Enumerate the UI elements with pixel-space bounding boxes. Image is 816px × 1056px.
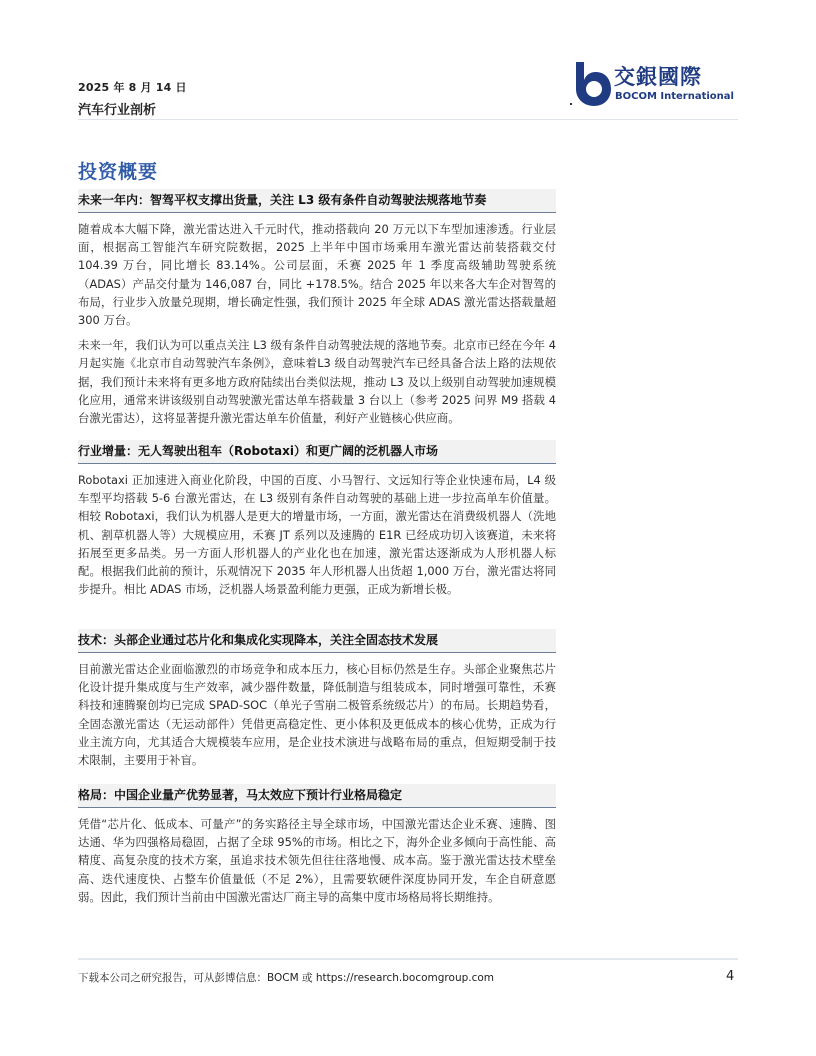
bocom-logo-icon [570, 58, 614, 108]
paragraph: 未来一年，我们认为可以重点关注 L3 级有条件自动驾驶法规的落地节奏。北京市已经在今年 4 月起实施《北京市自动驾驶汽车条例》，意味着L3 级自动驾驶汽车已经具备合法上路的法规依据，我们预计未来将有更多地方政府陆续出台类似法规，推动 L3 及以上级别自动驾驶加速规模化应用，通常来讲该级别自动驾驶激光雷达单车搭载量 3 台以上（参考 2025 问界 M9 搭载 4 台激光雷达），这将显著提升激光雷达单车价值量，利好产业链核心供应商。 [78, 338, 556, 426]
section-heading: 格局：中国企业量产优势显著，马太效应下预计行业格局稳定 [78, 784, 556, 808]
logo-english-name: BOCOM International [615, 91, 734, 102]
report-category: 汽车行业剖析 [78, 103, 157, 118]
logo-chinese-name: 交銀國際 [614, 65, 702, 89]
section-technology [78, 629, 556, 769]
header-mark [570, 103, 572, 105]
section-landscape [78, 784, 556, 906]
section-outlook [78, 189, 556, 427]
section-heading: 未来一年内：智驾平权支撑出货量，关注 L3 级有条件自动驾驶法规落地节奏 [78, 189, 556, 213]
page-number: 4 [726, 969, 735, 984]
paragraph: 目前激光雷达企业面临激烈的市场竞争和成本压力，核心目标仍然是生存。头部企业聚焦芯片化设计提升集成度与生产效率，减少器件数量，降低制造与组装成本，同时增强可靠性，禾赛科技和速腾聚创均已完成 SPAD-SOC（单光子雪崩二极管系统级芯片）的布局。长期趋势看，全固态激光雷达（无运动部件）凭借更高稳定性、更小体积及更低成本的核心优势，正成为行业主流方向，尤其适合大规模装车应用，是企业技术演进与战略布局的重点，但短期受制于技术限制，主要用于补盲。 [78, 662, 556, 768]
section-heading: 技术：头部企业通过芯片化和集成化实现降本，关注全固态技术发展 [78, 629, 556, 653]
paragraph: 随着成本大幅下降，激光雷达进入千元时代，推动搭载向 20 万元以下车型加速渗透。行业层面，根据高工智能汽车研究院数据，2025 上半年中国市场乘用车激光雷达前装搭载交付 104.39 万台，同比增长 83.14%。公司层面，禾赛 2025 年 1 季度高级辅助驾驶系统（ADAS）产品交付量为 146,087 台，同比 +178.5%。结合 2025 年以来各大车企对智驾的布局，行业步入放量兑现期，增长确定性强，我们预计 2025 年全球 ADAS 激光雷达搭载量超 300 万台。 [78, 222, 556, 328]
page-title: 投资概要 [78, 161, 159, 183]
report-date: 2025 年 8 月 14 日 [78, 81, 187, 94]
footer-divider [78, 958, 738, 960]
company-logo [570, 58, 750, 108]
header-divider [78, 119, 738, 120]
paragraph: 凭借“芯片化、低成本、可量产”的务实路径主导全球市场，中国激光雷达企业禾赛、速腾、图达通、华为四强格局稳固，占据了全球 95%的市场。相比之下，海外企业多倾向于高性能、高精度、高复杂度的技术方案，虽追求技术领先但往往落地慢、成本高。鉴于激光雷达技术壁垒高、迭代速度快、占整车价值量低（不足 2%），且需要软硬件深度协同开发，车企自研意愿弱。因此，我们预计当前由中国激光雷达厂商主导的高集中度市场格局将长期维持。 [78, 817, 556, 904]
footer-note: 下载本公司之研究报告，可从彭博信息：BOCM 或 https://research.bocomgroup.com [78, 972, 495, 984]
paragraph: Robotaxi 正加速进入商业化阶段，中国的百度、小马智行、文远知行等企业快速布局，L4 级车型平均搭载 5-6 台激光雷达，在 L3 级别有条件自动驾驶的基础上进一步拉高单车价值量。相较 Robotaxi，我们认为机器人是更大的增量市场，一方面，激光雷达在消费级机器人（洗地机、割草机器人等）大规模应用，禾赛 JT 系列以及速腾的 E1R 已经成功切入该赛道，未来将拓展至更多品类。另一方面人形机器人的产业化也在加速，激光雷达逐渐成为人形机器人标配。根据我们此前的预计，乐观情况下 2035 年人形机器人出货超 1,000 万台，激光雷达将同步提升。相比 ADAS 市场，泛机器人场景盈利能力更强，正成为新增长极。 [78, 473, 556, 597]
section-heading: 行业增量：无人驾驶出租车（Robotaxi）和更广阔的泛机器人市场 [78, 440, 556, 464]
section-incremental [78, 440, 556, 598]
